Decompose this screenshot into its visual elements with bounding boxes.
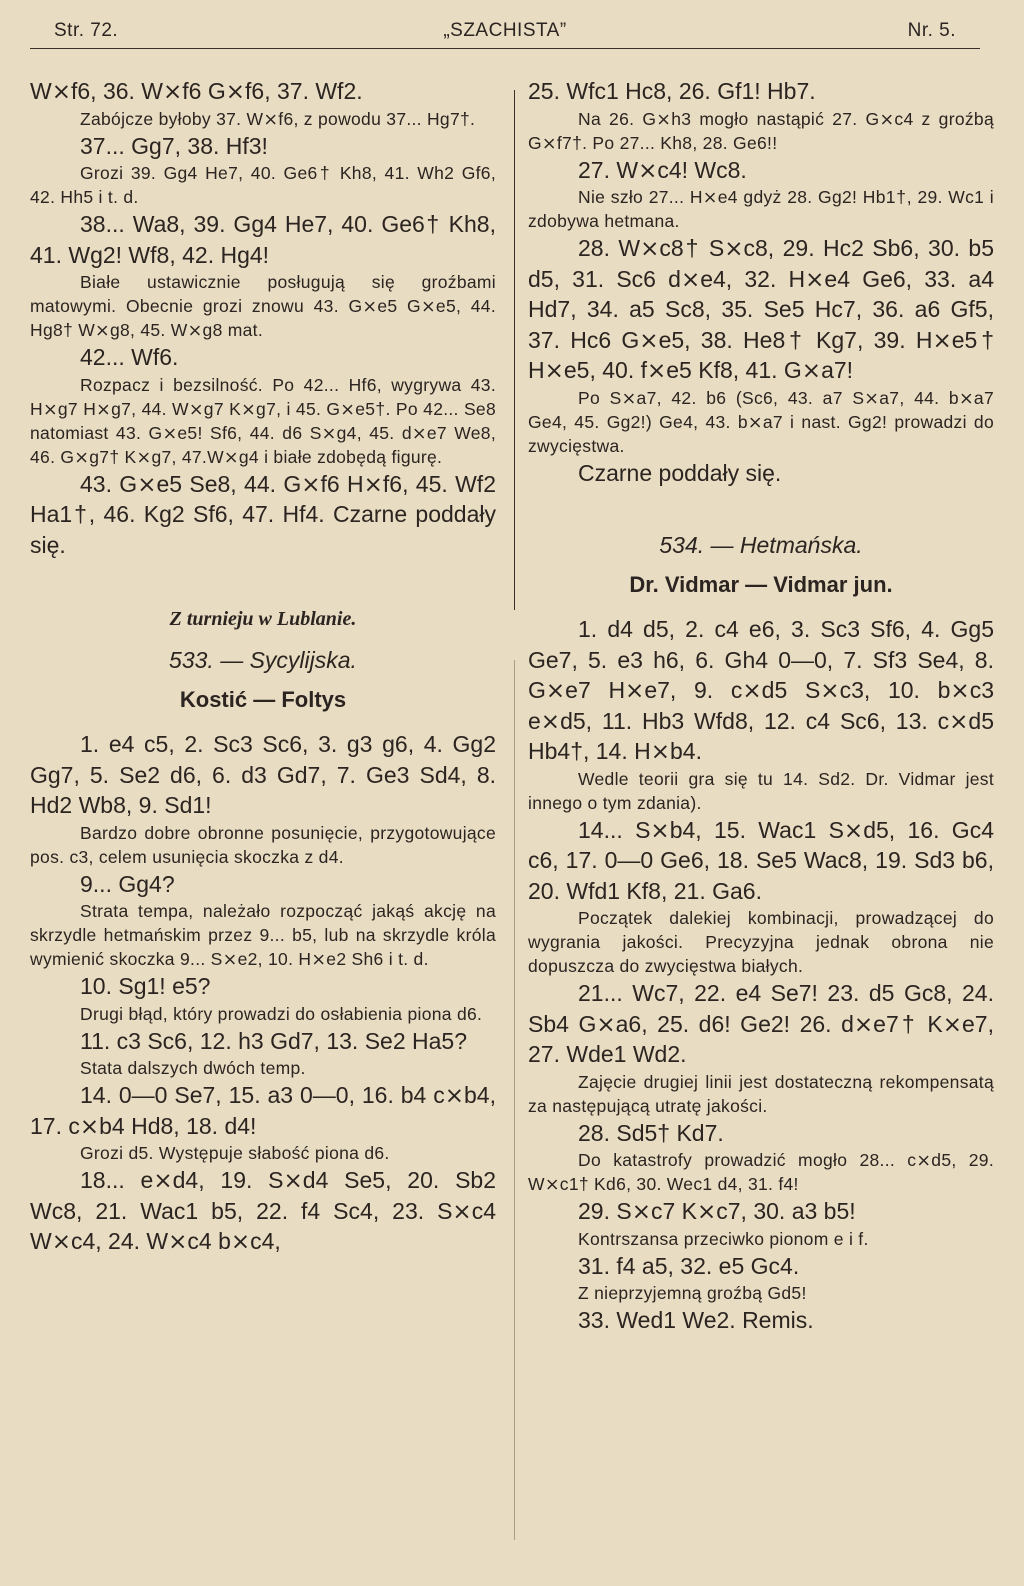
commentary: Do katastrofy prowadzić mogło 28... c⨯d5, 29. W⨯c1† Kd6, 30. Wec1 d4, 31. f4!: [528, 1150, 994, 1194]
game-players: Dr. Vidmar — Vidmar jun.: [629, 572, 893, 597]
move-text: 29. S⨯c7 K⨯c7, 30. a3 b5!: [578, 1198, 856, 1224]
move-text: 11. c3 Sc6, 12. h3 Gd7, 13. Se2 Ha5?: [80, 1027, 468, 1054]
issue-number: Nr. 5.: [907, 20, 956, 41]
column-rule-lower: [514, 660, 515, 1540]
commentary: Zajęcie drugiej linii jest dostateczną rekompensatą za następującą utratę jakości.: [528, 1071, 994, 1116]
page-number: Str. 72.: [54, 20, 119, 41]
commentary: Stata dalszych dwóch temp.: [80, 1058, 306, 1078]
game-title: 534. — Hetmańska.: [659, 532, 863, 558]
move-text: 9... Gg4?: [80, 870, 175, 897]
move-text: 1. d4 d5, 2. c4 e6, 3. Sc3 Sf6, 4. Gg5 Ge7, 5. e3 h6, 6. Gh4 0—0, 7. Sf3 Se4, 8. G⨯e7 H⨯e7, 9. c⨯d5 S⨯c3, 10. b⨯c3 e⨯d5, 11. Hb3 Wfd8, 12. c4 Sc6, 13. c⨯d5 Hb4†, 14. H⨯b4.: [528, 616, 994, 764]
commentary: Strata tempa, należało rozpocząć jakąś akcję na skrzydle hetmańskim przez 9... b5, lub na skrzydle króla wymienić skoczka 9... S⨯e2, 10. H⨯e2 Sh6 i t. d.: [30, 901, 496, 969]
move-text: 27. W⨯c4! Wc8.: [578, 156, 747, 183]
game-players: Kostić — Foltys: [179, 687, 347, 712]
move-text: W⨯f6, 36. W⨯f6 G⨯f6, 37. Wf2.: [30, 78, 363, 104]
move-text: 10. Sg1! e5?: [80, 973, 211, 999]
commentary: Drugi błąd, który prowadzi do osłabienia piona d6.: [80, 1003, 483, 1024]
move-text: 42... Wf6.: [80, 344, 179, 370]
commentary: Początek dalekiej kombinacji, prowadzącej do wygrania jakości. Precyzyjna jednak obrona nie dopuszcza do zwycięstwa białych.: [528, 908, 994, 976]
move-text: 25. Wfc1 Hc8, 26. Gf1! Hb7.: [528, 78, 816, 104]
commentary: Po S⨯a7, 42. b6 (Sc6, 43. a7 S⨯a7, 44. b⨯a7 Ge4, 45. Gg2!) Ge4, 43. b⨯a7 i nast. Gg2! prowadzi do zwycięstwa.: [528, 387, 994, 456]
journal-title: „SZACHISTA”: [443, 20, 567, 41]
commentary: Grozi 39. Gg4 He7, 40. Ge6† Kh8, 41. Wh2 Gf6, 42. Hh5 i t. d.: [30, 163, 496, 207]
commentary: Białe ustawicznie posługują się groźbami matowymi. Obecnie grozi znowu 43. G⨯e5 G⨯e5, 44. Hg8† W⨯g8, 45. W⨯g8 mat.: [30, 272, 496, 340]
commentary: Bardzo dobre obronne posunięcie, przygotowujące pos. c3, celem usunięcia skoczka z d4.: [30, 822, 496, 867]
running-header: [30, 18, 980, 49]
move-text: Czarne poddały się.: [578, 459, 782, 486]
move-text: 21... Wc7, 22. e4 Se7! 23. d5 Gc8, 24. Sb4 G⨯a6, 25. d6! Ge2! 26. d⨯e7† K⨯e7, 27. Wde1 Wd2.: [528, 980, 994, 1067]
move-text: 43. G⨯e5 Se8, 44. G⨯f6 H⨯f6, 45. Wf2 Ha1†, 46. Kg2 Sf6, 47. Hf4. Czarne poddały się.: [30, 470, 496, 558]
commentary: Grozi d5. Występuje słabość piona d6.: [80, 1143, 390, 1163]
move-text: 37... Gg7, 38. Hf3!: [80, 132, 268, 159]
move-text: 28. W⨯c8† S⨯c8, 29. Hc2 Sb6, 30. b5 d5, 31. Sc6 d⨯e4, 32. H⨯e4 Ge6, 33. a4 Hd7, 34. a5 Sc8, 35. Se5 Hc7, 36. a6 Gf5, 37. Hc6 G⨯e5, 38. He8† Kg7, 39. H⨯e5† H⨯e5, 40. f⨯e5 Kf8, 41. G⨯a7!: [528, 235, 994, 383]
move-text: 38... Wa8, 39. Gg4 He7, 40. Ge6† Kh8, 41. Wg2! Wf8, 42. Hg4!: [30, 211, 496, 268]
column-rule: [514, 90, 515, 610]
commentary: Na 26. G⨯h3 mogło nastąpić 27. G⨯c4 z groźbą G⨯f7†. Po 27... Kh8, 28. Ge6!!: [528, 108, 994, 153]
move-text: 14... S⨯b4, 15. Wac1 S⨯d5, 16. Gc4 c6, 17. 0—0 Ge6, 18. Se5 Wac8, 19. Sd3 b6, 20. Wfd1 Kf8, 21. Ga6.: [528, 816, 994, 904]
commentary: Nie szło 27... H⨯e4 gdyż 28. Gg2! Hb1†, 29. Wc1 i zdobywa hetmana.: [528, 187, 994, 231]
move-text: 14. 0—0 Se7, 15. a3 0—0, 16. b4 c⨯b4, 17. c⨯b4 Hd8, 18. d4!: [30, 1082, 496, 1139]
move-text: 33. Wed1 We2. Remis.: [578, 1307, 814, 1333]
commentary: Kontrszansa przeciwko pionom e i f.: [578, 1228, 869, 1249]
move-text: 18... e⨯d4, 19. S⨯d4 Se5, 20. Sb2 Wc8, 21. Wac1 b5, 22. f4 Sc4, 23. S⨯c4 W⨯c4, 24. W⨯c4 b⨯c4,: [30, 1167, 496, 1254]
left-column: [30, 76, 496, 1257]
move-text: 1. e4 c5, 2. Sc3 Sc6, 3. g3 g6, 4. Gg2 Gg7, 5. Se2 d6, 6. d3 Gd7, 7. Ge3 Sd4, 8. Hd2 Wb8, 9. Sd1!: [30, 731, 496, 818]
commentary: Wedle teorii gra się tu 14. Sd2. Dr. Vidmar jest innego o tym zdania).: [528, 768, 994, 813]
right-column: [528, 76, 994, 1336]
commentary: Zabójcze byłoby 37. W⨯f6, z powodu 37... Hg7†.: [80, 108, 476, 129]
move-text: 28. Sd5† Kd7.: [578, 1119, 724, 1146]
commentary: Z nieprzyjemną groźbą Gd5!: [578, 1283, 807, 1303]
move-text: 31. f4 a5, 32. e5 Gc4.: [578, 1252, 800, 1279]
game-title: 533. — Sycylijska.: [169, 647, 357, 673]
section-heading: Z turnieju w Lublanie.: [169, 608, 357, 630]
commentary: Rozpacz i bezsilność. Po 42... Hf6, wygrywa 43. H⨯g7 H⨯g7, 44. W⨯g7 K⨯g7, i 45. G⨯e5†. Po 42... Se8 natomiast 43. G⨯e5! Sf6, 44. d6 S⨯g4, 45. d⨯e7 We8, 46. G⨯g7† K⨯g7, 47.W⨯g4 i białe zdobędą figurę.: [30, 374, 496, 467]
